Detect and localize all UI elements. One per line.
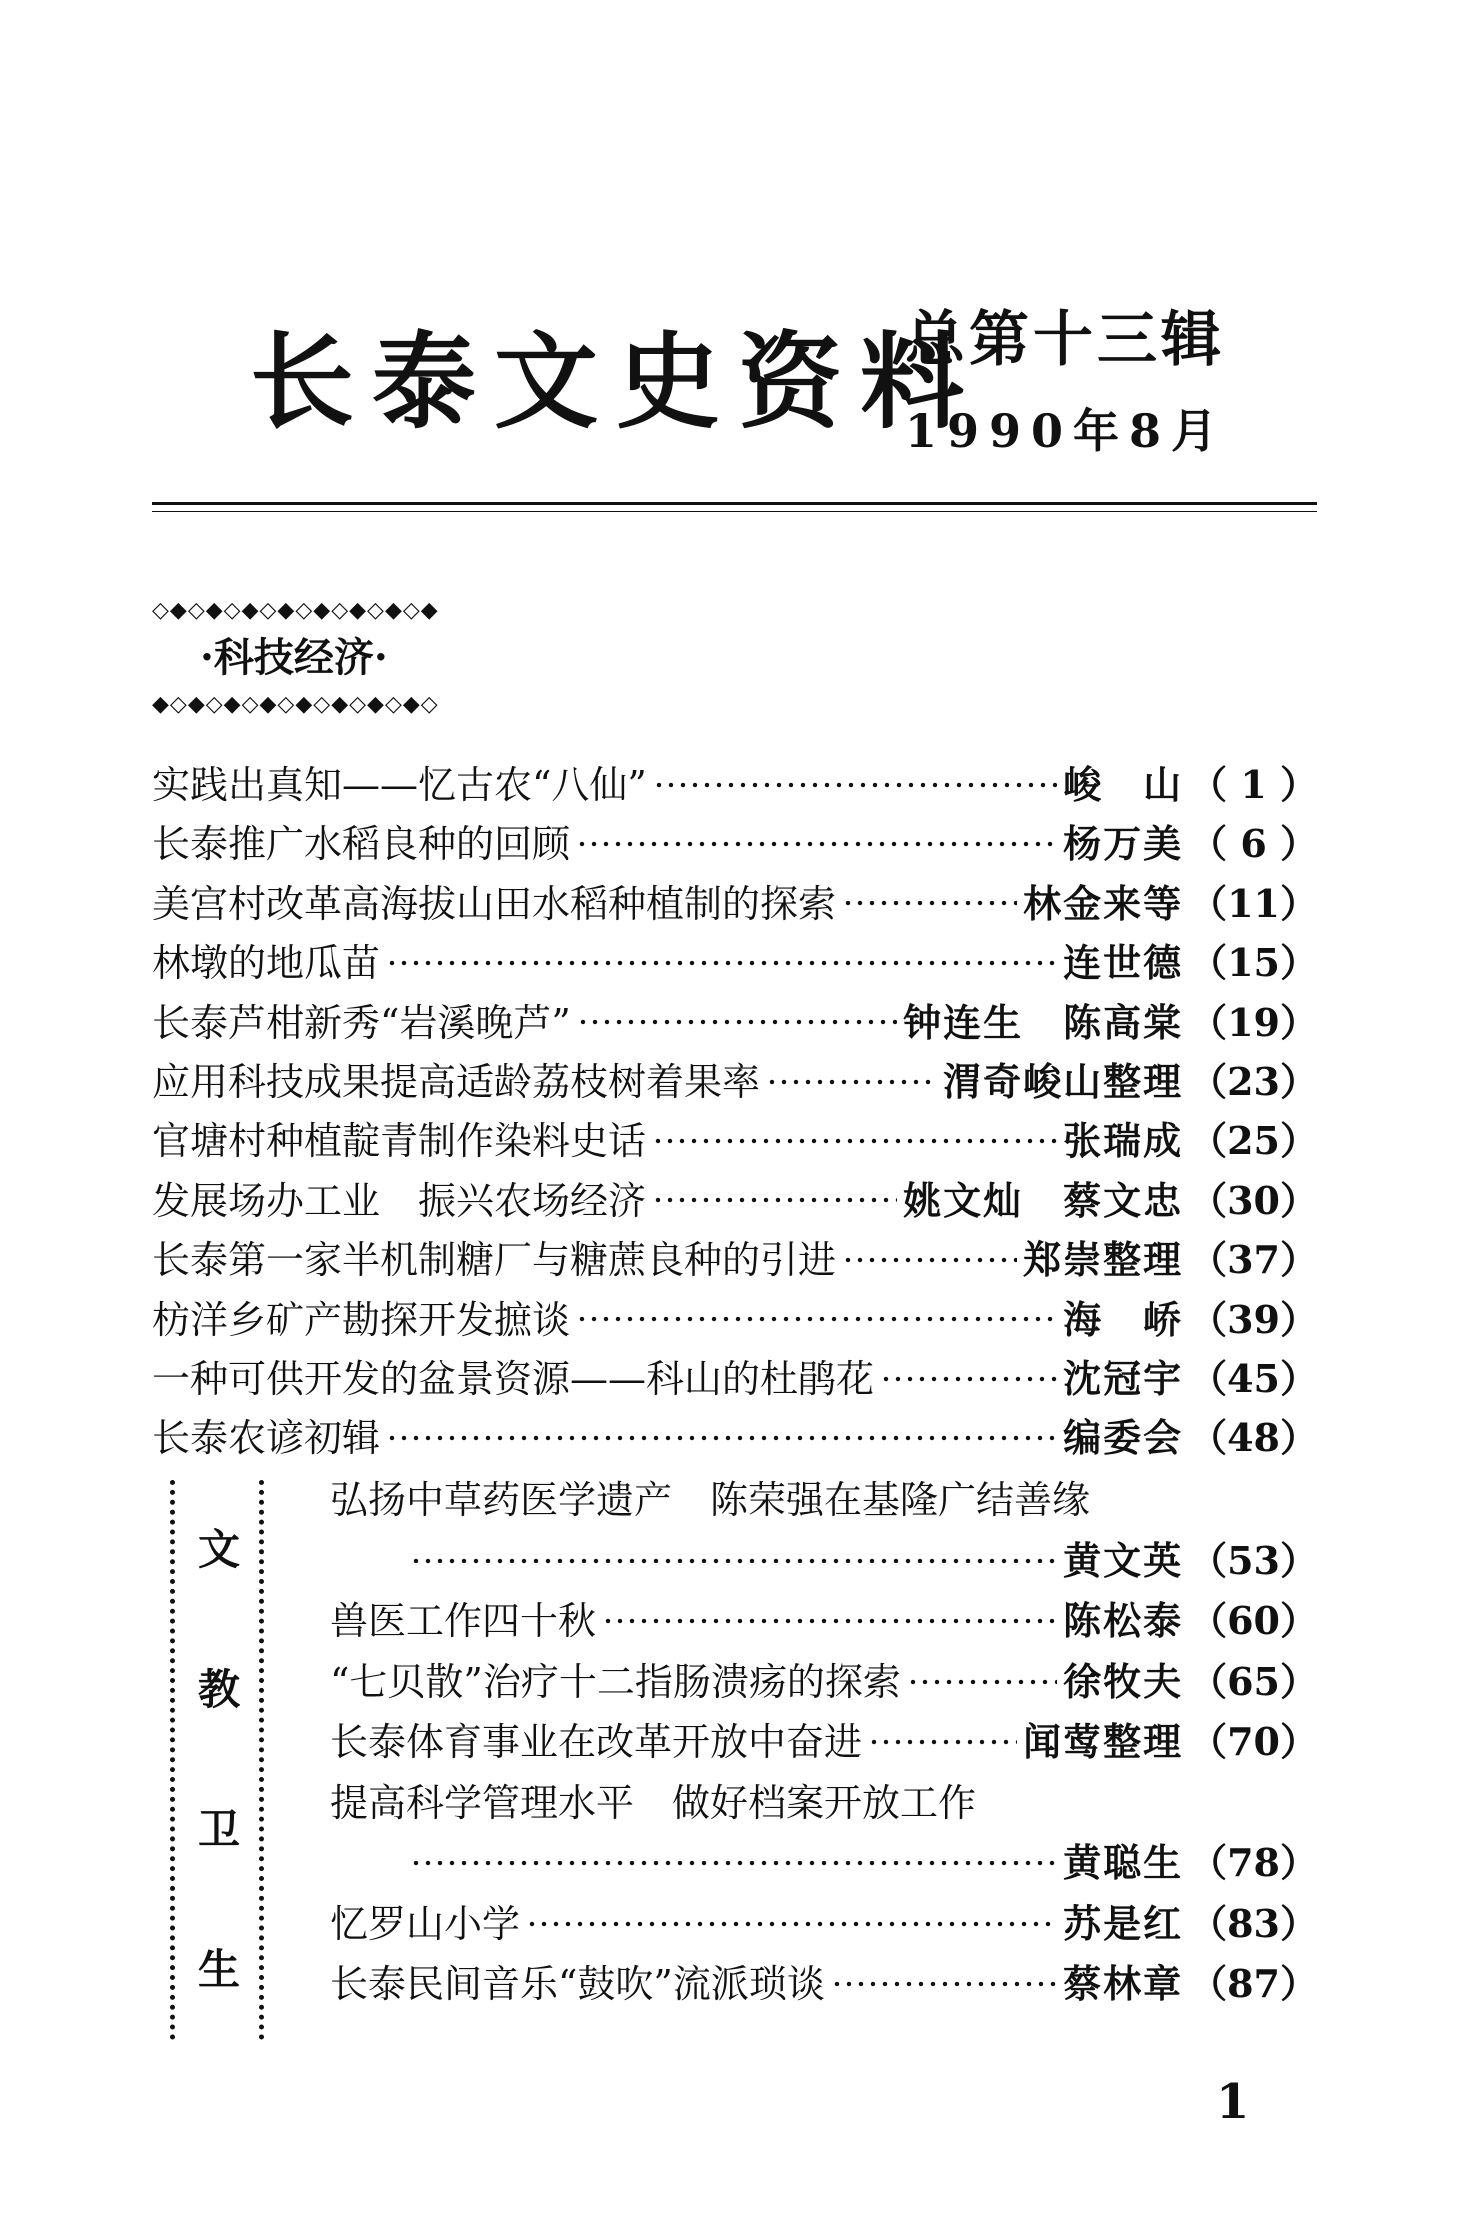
entry-author: 海 峤 bbox=[1063, 1296, 1184, 1342]
toc-entry[interactable] bbox=[152, 1230, 1318, 1289]
entry-page: （30） bbox=[1189, 1177, 1318, 1223]
entry-title: 林墩的地瓜苗 bbox=[152, 941, 381, 986]
entry-title: 忆罗山小学 bbox=[330, 1901, 521, 1946]
entry-title: 弘扬中草药医学遗产 陈荣强在基隆广结善缘 bbox=[330, 1478, 1091, 1522]
entry-page: （ 6 ） bbox=[1189, 821, 1318, 867]
leader-dots bbox=[576, 1316, 1057, 1322]
toc-entry[interactable] bbox=[330, 1712, 1318, 1773]
entry-page: （70） bbox=[1189, 1719, 1318, 1764]
entry-page: （15） bbox=[1189, 940, 1318, 986]
leader-dots bbox=[907, 1679, 1057, 1685]
entry-author: 林金来等 bbox=[1023, 880, 1184, 926]
entry-page: （37） bbox=[1189, 1237, 1318, 1283]
entry-page: （23） bbox=[1189, 1058, 1318, 1104]
entry-page: （19） bbox=[1189, 999, 1318, 1045]
entry-page: （87） bbox=[1189, 1961, 1318, 2006]
entry-page: （53） bbox=[1189, 1537, 1318, 1583]
toc-entry[interactable] bbox=[330, 1652, 1318, 1713]
entry-page: （11） bbox=[1189, 880, 1318, 926]
section-wenjiaowei bbox=[152, 1470, 1318, 2050]
entry-page: （78） bbox=[1189, 1840, 1318, 1885]
toc-entry[interactable] bbox=[152, 755, 1318, 814]
toc-entry[interactable] bbox=[152, 933, 1318, 992]
toc-entry[interactable] bbox=[152, 874, 1318, 933]
leader-dots bbox=[652, 1197, 897, 1203]
entry-page: （ 1 ） bbox=[1189, 762, 1318, 807]
entry-title: 一种可供开发的盆景资源——科山的杜鹃花 bbox=[152, 1356, 875, 1401]
entry-title: 实践出真知——忆古农“八仙” bbox=[152, 763, 647, 807]
entry-title: 长泰体育事业在改革开放中奋进 bbox=[330, 1720, 863, 1764]
entry-title: 长泰第一家半机制糖厂与糖蔗良种的引进 bbox=[152, 1238, 837, 1283]
toc-entry[interactable] bbox=[152, 1052, 1318, 1111]
leader-dots bbox=[576, 841, 1057, 847]
section-title: ·科技经济· bbox=[200, 634, 388, 681]
entry-author: 编委会 bbox=[1063, 1415, 1184, 1461]
entry-page: （60） bbox=[1189, 1598, 1318, 1643]
entry-author: 徐牧夫 bbox=[1063, 1658, 1184, 1704]
toc-list-keji bbox=[152, 755, 1318, 1468]
section-label-char: 生 bbox=[197, 1945, 240, 1994]
entry-page: （45） bbox=[1189, 1355, 1318, 1401]
leader-dots bbox=[386, 960, 1057, 966]
entry-title: 官塘村种植靛青制作染料史话 bbox=[152, 1119, 647, 1164]
ornament-border-top: ◇◆◇◆◇◆◇◆◇◆◇◆◇◆◇◆ bbox=[152, 598, 439, 623]
vertical-section-label bbox=[177, 1480, 261, 2040]
toc-list-wenjiaowei bbox=[330, 1470, 1318, 2015]
entry-author: 杨万美 bbox=[1063, 821, 1184, 867]
leader-dots bbox=[868, 1739, 1017, 1745]
entry-title: 长泰推广水稻良种的回顾 bbox=[152, 822, 571, 867]
toc-entry[interactable] bbox=[152, 993, 1318, 1052]
ornament-border-bottom: ◆◇◆◇◆◇◆◇◆◇◆◇◆◇◆◇ bbox=[152, 692, 439, 717]
header-rule-thick bbox=[152, 502, 1317, 505]
issue-number: 总第十三辑 bbox=[905, 305, 1225, 375]
leader-dots bbox=[602, 1618, 1057, 1624]
entry-title: 提高科学管理水平 做好档案开放工作 bbox=[330, 1780, 977, 1825]
entry-author: 峻 山 bbox=[1063, 762, 1184, 807]
entry-author: 陈松泰 bbox=[1063, 1598, 1184, 1643]
entry-author: 姚文灿 蔡文忠 bbox=[903, 1177, 1184, 1223]
entry-author: 黄聪生 bbox=[1063, 1840, 1184, 1885]
issue-block bbox=[905, 305, 1228, 458]
toc-entry-wrapped[interactable] bbox=[330, 1470, 1318, 1591]
entry-page: （48） bbox=[1189, 1415, 1318, 1461]
toc-entry[interactable] bbox=[152, 814, 1318, 873]
entry-title: 长泰民间音乐“鼓吹”流派琐谈 bbox=[330, 1962, 825, 2006]
toc-entry[interactable] bbox=[152, 1290, 1318, 1349]
entry-author: 黄文英 bbox=[1063, 1537, 1184, 1583]
toc-entry[interactable] bbox=[152, 1349, 1318, 1408]
entry-title: “七贝散”治疗十二指肠溃疡的探索 bbox=[330, 1659, 901, 1704]
toc-entry[interactable] bbox=[330, 1591, 1318, 1652]
entry-page: （65） bbox=[1189, 1658, 1318, 1704]
entry-author: 沈冠宇 bbox=[1063, 1355, 1184, 1401]
leader-dots bbox=[410, 1558, 1057, 1564]
masthead bbox=[230, 305, 1330, 460]
section-label-char: 文 bbox=[197, 1525, 240, 1574]
entry-author: 蔡林章 bbox=[1063, 1961, 1184, 2006]
entry-title: 长泰芦柑新秀“岩溪晚芦” bbox=[152, 1000, 571, 1045]
entry-author: 渭奇峻山整理 bbox=[943, 1058, 1184, 1104]
entry-page: （39） bbox=[1189, 1296, 1318, 1342]
leader-dots bbox=[842, 900, 1017, 906]
section-label-char: 教 bbox=[197, 1665, 240, 1714]
leader-dots bbox=[842, 1257, 1017, 1263]
entry-author: 郑崇整理 bbox=[1023, 1237, 1184, 1283]
toc-entry[interactable] bbox=[330, 1954, 1318, 2015]
entry-title: 兽医工作四十秋 bbox=[330, 1599, 597, 1643]
section-label-char: 卫 bbox=[197, 1805, 240, 1854]
toc-entry[interactable] bbox=[152, 1408, 1318, 1467]
leader-dots bbox=[653, 782, 1057, 788]
entry-author: 苏是红 bbox=[1063, 1900, 1184, 1946]
issue-date: 1990年8月 bbox=[905, 404, 1228, 458]
leader-dots bbox=[880, 1376, 1057, 1382]
entry-title: 枋洋乡矿产勘探开发摭谈 bbox=[152, 1297, 571, 1342]
entry-title: 应用科技成果提高适龄荔枝树着果率 bbox=[152, 1059, 761, 1104]
publication-title: 长泰文史资料 bbox=[250, 320, 983, 443]
entry-author: 连世德 bbox=[1063, 940, 1184, 986]
entry-author: 张瑞成 bbox=[1063, 1118, 1184, 1164]
toc-entry[interactable] bbox=[330, 1894, 1318, 1955]
toc-entry-wrapped[interactable] bbox=[330, 1773, 1318, 1894]
leader-dots bbox=[526, 1921, 1057, 1927]
entry-title: 美宫村改革高海拔山田水稻种植制的探索 bbox=[152, 881, 837, 926]
leader-dots bbox=[577, 1019, 897, 1025]
entry-title: 发展场办工业 振兴农场经济 bbox=[152, 1178, 647, 1223]
entry-continuation bbox=[330, 1531, 1318, 1592]
entry-author: 闻莺整理 bbox=[1023, 1719, 1184, 1764]
entry-continuation bbox=[330, 1833, 1318, 1894]
toc-entry[interactable] bbox=[152, 1111, 1318, 1170]
header-rule-thin bbox=[152, 511, 1317, 512]
toc-entry[interactable] bbox=[152, 1171, 1318, 1230]
entry-page: （83） bbox=[1189, 1900, 1318, 1946]
leader-dots bbox=[386, 1435, 1057, 1441]
leader-dots bbox=[766, 1079, 937, 1085]
entry-author: 钟连生 陈高棠 bbox=[903, 999, 1184, 1045]
leader-dots bbox=[831, 1981, 1057, 1987]
section-heading-keji bbox=[152, 600, 552, 716]
entry-title: 长泰农谚初辑 bbox=[152, 1416, 381, 1461]
page-number: 1 bbox=[1216, 2074, 1250, 2130]
leader-dots bbox=[652, 1138, 1057, 1144]
leader-dots bbox=[410, 1860, 1057, 1866]
entry-page: （25） bbox=[1189, 1118, 1318, 1164]
